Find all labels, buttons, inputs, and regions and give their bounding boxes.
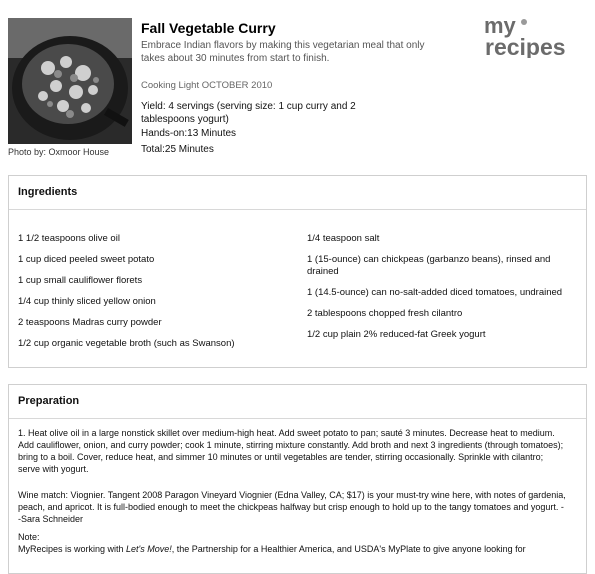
note-text [18, 543, 566, 555]
ingredients-heading: Ingredients [9, 176, 586, 210]
ingredient-item: 1/4 cup thinly sliced yellow onion [18, 296, 156, 307]
recipe-source: Cooking Light OCTOBER 2010 [141, 80, 273, 91]
photo-credit: Photo by: Oxmoor House [8, 147, 110, 157]
ingredient-item: 1 (14.5-ounce) can no-salt-added diced tomatoes, undrained [307, 287, 563, 298]
ingredient-item: 2 tablespoons chopped fresh cilantro [307, 308, 463, 319]
myrecipes-logo [484, 14, 588, 58]
recipe-description: Embrace Indian flavors by making this vegetarian meal that only takes about 30 minutes from start to finish. [141, 40, 425, 64]
recipe-total-time: Total:25 Minutes [141, 144, 214, 155]
ingredients-section [8, 175, 587, 368]
preparation-section [8, 384, 587, 574]
ingredients-left-column [18, 233, 288, 359]
preparation-step: 1. Heat olive oil in a large nonstick skillet over medium-high heat. Add sweet potato to pan; sauté 3 minutes. Decrease heat to medium. Add cauliflower, onion, and curry powder; cook 1 minute, stirring mixture constantly. Add broth and next 3 ingredients (through tomatoes); bring to a boil. Cover, reduce heat, and simmer 10 minutes or until vegetables are tender, stirring occasionally. Sprinkle with cilantro; serve with yogurt. [18, 428, 564, 474]
preparation-heading: Preparation [9, 385, 586, 419]
ingredient-item: 1/2 cup plain 2% reduced-fat Greek yogurt [307, 329, 486, 340]
wine-match-note: Wine match: Viognier. Tangent 2008 Paragon Vineyard Viognier (Edna Valley, CA; $17) is your must-try wine here, with notes of gardenia, peach, and apricot. It is full-bodied enough to meet the chickpeas halfway but crisp enough to hold up to the tangy tomatoes and yogurt. --Sara Schneider [18, 490, 566, 524]
ingredient-item: 1 (15-ounce) can chickpeas (garbanzo beans), rinsed and drained [307, 254, 551, 277]
recipe-yield: Yield: 4 servings (serving size: 1 cup curry and 2 tablespoons yogurt) [141, 101, 356, 125]
ingredient-item: 1 cup small cauliflower florets [18, 275, 143, 286]
ingredient-item: 1/2 cup organic vegetable broth (such as Swanson) [18, 338, 235, 349]
note-text-start: MyRecipes is working with [18, 544, 127, 554]
ingredient-item: 1 1/2 teaspoons olive oil [18, 233, 120, 244]
curry-skillet-image [8, 18, 132, 144]
ingredient-item: 1/4 teaspoon salt [307, 233, 380, 244]
recipe-photo [8, 18, 132, 144]
logo-text-recipes: recipes [485, 34, 566, 58]
lets-move-name: Let's Move! [126, 544, 172, 554]
recipe-title: Fall Vegetable Curry [141, 20, 276, 36]
note-label: Note: [18, 532, 40, 542]
ingredient-item: 1 cup diced peeled sweet potato [18, 254, 155, 265]
recipe-hands-on-time: Hands-on:13 Minutes [141, 128, 237, 139]
ingredients-right-column [307, 233, 565, 350]
ingredient-item: 2 teaspoons Madras curry powder [18, 317, 162, 328]
logo-text-my: my [484, 14, 516, 38]
note-text-end: , the Partnership for a Healthier America, and USDA's MyPlate to give anyone looking for [171, 544, 526, 554]
